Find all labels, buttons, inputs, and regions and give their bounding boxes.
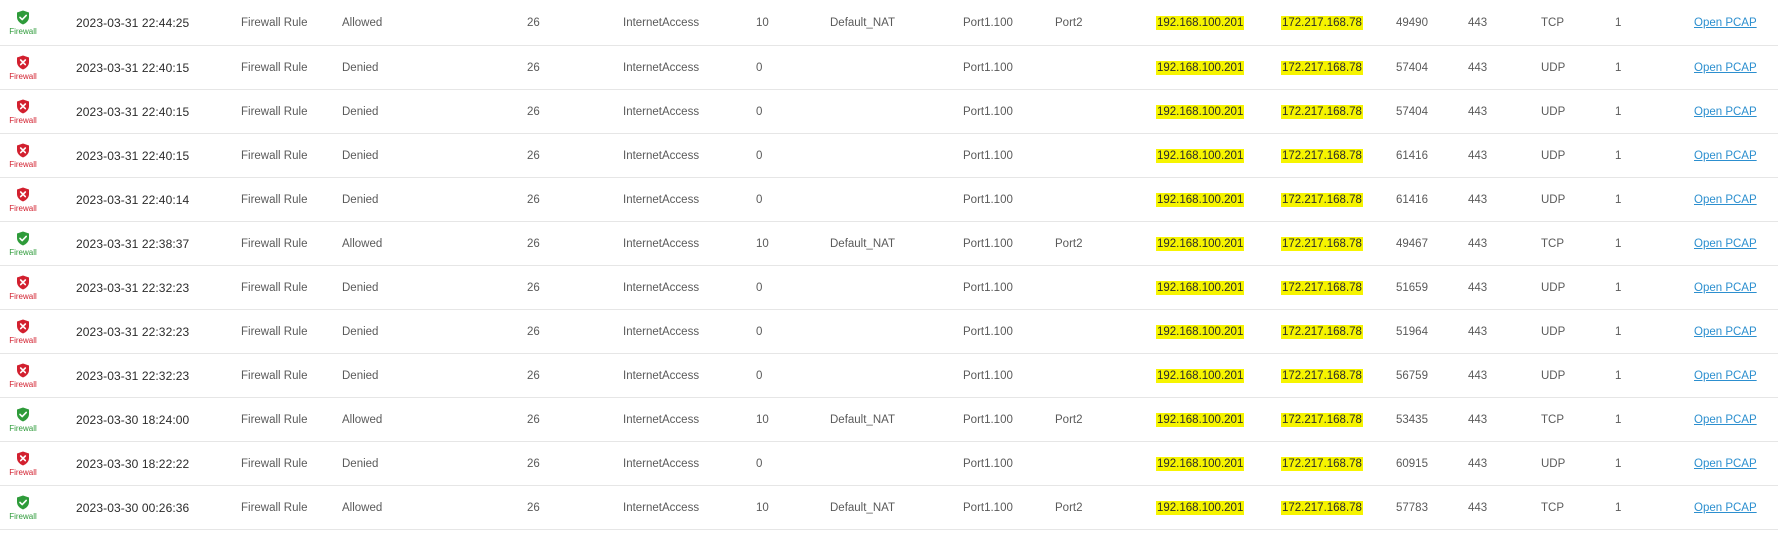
rule-id: 26 — [527, 149, 540, 162]
policy-name: InternetAccess — [623, 457, 700, 470]
source-port: 49490 — [1396, 16, 1428, 29]
shield-x-icon — [16, 451, 30, 466]
log-type: Firewall Rule — [241, 413, 308, 426]
source-ip: 192.168.100.201 — [1157, 369, 1244, 382]
in-interface: Port1.100 — [963, 281, 1013, 294]
rule-id: 26 — [527, 237, 540, 250]
open-pcap-link[interactable]: Open PCAP — [1694, 413, 1757, 426]
timestamp: 2023-03-31 22:32:23 — [76, 368, 190, 383]
status-label: Firewall — [9, 423, 37, 433]
in-interface: Port1.100 — [963, 16, 1013, 29]
timestamp: 2023-03-30 18:22:22 — [76, 456, 190, 471]
status-label: Firewall — [9, 335, 37, 345]
packet-count: 1 — [1615, 105, 1622, 118]
policy-name: InternetAccess — [623, 105, 700, 118]
action: Denied — [342, 369, 379, 382]
in-interface: Port1.100 — [963, 105, 1013, 118]
table-row[interactable] — [0, 222, 1778, 266]
in-interface: Port1.100 — [963, 413, 1013, 426]
status-label: Firewall — [9, 203, 37, 213]
table-row[interactable] — [0, 398, 1778, 442]
source-port: 53435 — [1396, 413, 1428, 426]
log-type: Firewall Rule — [241, 501, 308, 514]
source-port: 60915 — [1396, 457, 1428, 470]
source-port: 57404 — [1396, 61, 1428, 74]
action: Denied — [342, 457, 379, 470]
log-type: Firewall Rule — [241, 237, 308, 250]
destination-port: 443 — [1468, 193, 1488, 206]
open-pcap-link[interactable]: Open PCAP — [1694, 325, 1757, 338]
log-type: Firewall Rule — [241, 193, 308, 206]
in-interface: Port1.100 — [963, 325, 1013, 338]
protocol: TCP — [1541, 501, 1564, 514]
action: Denied — [342, 149, 379, 162]
nat-rule-id: 0 — [756, 325, 763, 338]
log-type: Firewall Rule — [241, 16, 308, 29]
packet-count: 1 — [1615, 413, 1622, 426]
timestamp: 2023-03-31 22:32:23 — [76, 280, 190, 295]
destination-port: 443 — [1468, 61, 1488, 74]
open-pcap-link[interactable]: Open PCAP — [1694, 105, 1757, 118]
timestamp: 2023-03-31 22:44:25 — [76, 15, 190, 30]
source-port: 61416 — [1396, 193, 1428, 206]
shield-check-icon — [16, 495, 30, 510]
log-type: Firewall Rule — [241, 61, 308, 74]
open-pcap-link[interactable]: Open PCAP — [1694, 369, 1757, 382]
in-interface: Port1.100 — [963, 237, 1013, 250]
destination-ip: 172.217.168.78 — [1282, 281, 1362, 294]
nat-rule-id: 0 — [756, 193, 763, 206]
policy-name: InternetAccess — [623, 237, 700, 250]
rule-id: 26 — [527, 281, 540, 294]
action: Allowed — [342, 16, 383, 29]
action: Denied — [342, 325, 379, 338]
protocol: UDP — [1541, 105, 1566, 118]
rule-id: 26 — [527, 325, 540, 338]
status-cell — [0, 363, 46, 389]
table-row[interactable] — [0, 90, 1778, 134]
timestamp: 2023-03-31 22:40:15 — [76, 60, 190, 75]
nat-rule-id: 0 — [756, 149, 763, 162]
destination-ip: 172.217.168.78 — [1282, 501, 1362, 514]
status-cell — [0, 99, 46, 125]
log-type: Firewall Rule — [241, 281, 308, 294]
open-pcap-link[interactable]: Open PCAP — [1694, 149, 1757, 162]
log-type: Firewall Rule — [241, 369, 308, 382]
action: Allowed — [342, 413, 383, 426]
policy-name: InternetAccess — [623, 61, 700, 74]
open-pcap-link[interactable]: Open PCAP — [1694, 16, 1757, 29]
destination-port: 443 — [1468, 105, 1488, 118]
table-row[interactable] — [0, 486, 1778, 530]
log-type: Firewall Rule — [241, 325, 308, 338]
destination-ip: 172.217.168.78 — [1282, 325, 1362, 338]
rule-id: 26 — [527, 193, 540, 206]
action: Denied — [342, 281, 379, 294]
status-cell — [0, 10, 46, 36]
source-port: 57404 — [1396, 105, 1428, 118]
source-ip: 192.168.100.201 — [1157, 413, 1244, 426]
shield-x-icon — [16, 319, 30, 334]
status-label: Firewall — [9, 291, 37, 301]
open-pcap-link[interactable]: Open PCAP — [1694, 61, 1757, 74]
nat-rule-id: 10 — [756, 501, 769, 514]
table-row[interactable] — [0, 178, 1778, 222]
shield-check-icon — [16, 231, 30, 246]
table-row[interactable] — [0, 46, 1778, 90]
destination-port: 443 — [1468, 369, 1488, 382]
packet-count: 1 — [1615, 501, 1622, 514]
packet-count: 1 — [1615, 237, 1622, 250]
rule-id: 26 — [527, 457, 540, 470]
policy-name: InternetAccess — [623, 325, 700, 338]
status-cell — [0, 187, 46, 213]
status-label: Firewall — [9, 71, 37, 81]
timestamp: 2023-03-31 22:32:23 — [76, 324, 190, 339]
nat-rule-id: 0 — [756, 457, 763, 470]
nat-rule-id: 10 — [756, 237, 769, 250]
source-ip: 192.168.100.201 — [1157, 149, 1244, 162]
destination-port: 443 — [1468, 281, 1488, 294]
table-row[interactable] — [0, 310, 1778, 354]
table-row[interactable] — [0, 442, 1778, 486]
source-ip: 192.168.100.201 — [1157, 105, 1244, 118]
destination-ip: 172.217.168.78 — [1282, 237, 1362, 250]
rule-id: 26 — [527, 105, 540, 118]
status-cell — [0, 231, 46, 257]
log-type: Firewall Rule — [241, 457, 308, 470]
destination-port: 443 — [1468, 457, 1488, 470]
open-pcap-link[interactable]: Open PCAP — [1694, 237, 1757, 250]
table-row[interactable] — [0, 266, 1778, 310]
source-ip: 192.168.100.201 — [1157, 193, 1244, 206]
status-label: Firewall — [9, 247, 37, 257]
shield-x-icon — [16, 363, 30, 378]
nat-rule-id: 10 — [756, 413, 769, 426]
timestamp: 2023-03-31 22:40:15 — [76, 148, 190, 163]
destination-port: 443 — [1468, 501, 1488, 514]
protocol: UDP — [1541, 325, 1566, 338]
nat-rule-id: 0 — [756, 369, 763, 382]
rule-id: 26 — [527, 61, 540, 74]
destination-ip: 172.217.168.78 — [1282, 105, 1362, 118]
rule-id: 26 — [527, 413, 540, 426]
source-port: 61416 — [1396, 149, 1428, 162]
in-interface: Port1.100 — [963, 369, 1013, 382]
status-label: Firewall — [9, 26, 37, 36]
timestamp: 2023-03-30 18:24:00 — [76, 412, 190, 427]
nat-rule-id: 0 — [756, 105, 763, 118]
action: Denied — [342, 193, 379, 206]
source-port: 56759 — [1396, 369, 1428, 382]
policy-name: InternetAccess — [623, 501, 700, 514]
rule-id: 26 — [527, 16, 540, 29]
protocol: UDP — [1541, 281, 1566, 294]
in-interface: Port1.100 — [963, 61, 1013, 74]
source-port: 57783 — [1396, 501, 1428, 514]
policy-name: InternetAccess — [623, 16, 700, 29]
destination-port: 443 — [1468, 16, 1488, 29]
packet-count: 1 — [1615, 457, 1622, 470]
source-ip: 192.168.100.201 — [1157, 61, 1244, 74]
shield-check-icon — [16, 10, 30, 25]
action: Denied — [342, 105, 379, 118]
packet-count: 1 — [1615, 281, 1622, 294]
open-pcap-link[interactable]: Open PCAP — [1694, 457, 1757, 470]
in-interface: Port1.100 — [963, 501, 1013, 514]
packet-count: 1 — [1615, 61, 1622, 74]
in-interface: Port1.100 — [963, 193, 1013, 206]
status-label: Firewall — [9, 379, 37, 389]
action: Allowed — [342, 237, 383, 250]
destination-port: 443 — [1468, 325, 1488, 338]
source-ip: 192.168.100.201 — [1157, 457, 1244, 470]
timestamp: 2023-03-31 22:40:14 — [76, 192, 190, 207]
destination-ip: 172.217.168.78 — [1282, 61, 1362, 74]
policy-name: InternetAccess — [623, 193, 700, 206]
source-ip: 192.168.100.201 — [1157, 501, 1244, 514]
in-interface: Port1.100 — [963, 149, 1013, 162]
log-type: Firewall Rule — [241, 149, 308, 162]
protocol: UDP — [1541, 369, 1566, 382]
destination-ip: 172.217.168.78 — [1282, 413, 1362, 426]
shield-x-icon — [16, 275, 30, 290]
shield-x-icon — [16, 55, 30, 70]
nat-rule-id: 10 — [756, 16, 769, 29]
status-label: Firewall — [9, 467, 37, 477]
nat-rule-id: 0 — [756, 61, 763, 74]
shield-x-icon — [16, 143, 30, 158]
status-cell — [0, 407, 46, 433]
rule-id: 26 — [527, 369, 540, 382]
protocol: UDP — [1541, 193, 1566, 206]
status-label: Firewall — [9, 159, 37, 169]
destination-ip: 172.217.168.78 — [1282, 149, 1362, 162]
out-interface: Port2 — [1055, 237, 1083, 250]
packet-count: 1 — [1615, 325, 1622, 338]
timestamp: 2023-03-31 22:40:15 — [76, 104, 190, 119]
protocol: TCP — [1541, 413, 1564, 426]
status-cell — [0, 143, 46, 169]
table-row[interactable] — [0, 354, 1778, 398]
status-cell — [0, 55, 46, 81]
log-type: Firewall Rule — [241, 105, 308, 118]
source-ip: 192.168.100.201 — [1157, 325, 1244, 338]
nat-rule-id: 0 — [756, 281, 763, 294]
source-ip: 192.168.100.201 — [1157, 16, 1244, 29]
protocol: TCP — [1541, 16, 1564, 29]
open-pcap-link[interactable]: Open PCAP — [1694, 501, 1757, 514]
policy-name: InternetAccess — [623, 369, 700, 382]
packet-count: 1 — [1615, 369, 1622, 382]
source-ip: 192.168.100.201 — [1157, 281, 1244, 294]
source-port: 49467 — [1396, 237, 1428, 250]
timestamp: 2023-03-30 00:26:36 — [76, 500, 190, 515]
open-pcap-link[interactable]: Open PCAP — [1694, 281, 1757, 294]
open-pcap-link[interactable]: Open PCAP — [1694, 193, 1757, 206]
packet-count: 1 — [1615, 193, 1622, 206]
source-port: 51659 — [1396, 281, 1428, 294]
out-interface: Port2 — [1055, 16, 1083, 29]
packet-count: 1 — [1615, 16, 1622, 29]
destination-port: 443 — [1468, 149, 1488, 162]
status-cell — [0, 451, 46, 477]
in-interface: Port1.100 — [963, 457, 1013, 470]
shield-x-icon — [16, 99, 30, 114]
out-interface: Port2 — [1055, 501, 1083, 514]
policy-name: InternetAccess — [623, 281, 700, 294]
protocol: TCP — [1541, 237, 1564, 250]
destination-ip: 172.217.168.78 — [1282, 193, 1362, 206]
nat-rule-name: Default_NAT — [830, 16, 895, 29]
destination-ip: 172.217.168.78 — [1282, 457, 1362, 470]
nat-rule-name: Default_NAT — [830, 413, 895, 426]
policy-name: InternetAccess — [623, 149, 700, 162]
action: Allowed — [342, 501, 383, 514]
action: Denied — [342, 61, 379, 74]
destination-port: 443 — [1468, 413, 1488, 426]
status-cell — [0, 495, 46, 521]
status-cell — [0, 319, 46, 345]
rule-id: 26 — [527, 501, 540, 514]
protocol: UDP — [1541, 61, 1566, 74]
source-port: 51964 — [1396, 325, 1428, 338]
out-interface: Port2 — [1055, 413, 1083, 426]
shield-check-icon — [16, 407, 30, 422]
nat-rule-name: Default_NAT — [830, 501, 895, 514]
timestamp: 2023-03-31 22:38:37 — [76, 236, 190, 251]
protocol: UDP — [1541, 457, 1566, 470]
destination-port: 443 — [1468, 237, 1488, 250]
status-label: Firewall — [9, 115, 37, 125]
policy-name: InternetAccess — [623, 413, 700, 426]
packet-count: 1 — [1615, 149, 1622, 162]
nat-rule-name: Default_NAT — [830, 237, 895, 250]
destination-ip: 172.217.168.78 — [1282, 369, 1362, 382]
table-row[interactable] — [0, 0, 1778, 46]
protocol: UDP — [1541, 149, 1566, 162]
status-label: Firewall — [9, 511, 37, 521]
destination-ip: 172.217.168.78 — [1282, 16, 1362, 29]
shield-x-icon — [16, 187, 30, 202]
table-row[interactable] — [0, 134, 1778, 178]
source-ip: 192.168.100.201 — [1157, 237, 1244, 250]
status-cell — [0, 275, 46, 301]
